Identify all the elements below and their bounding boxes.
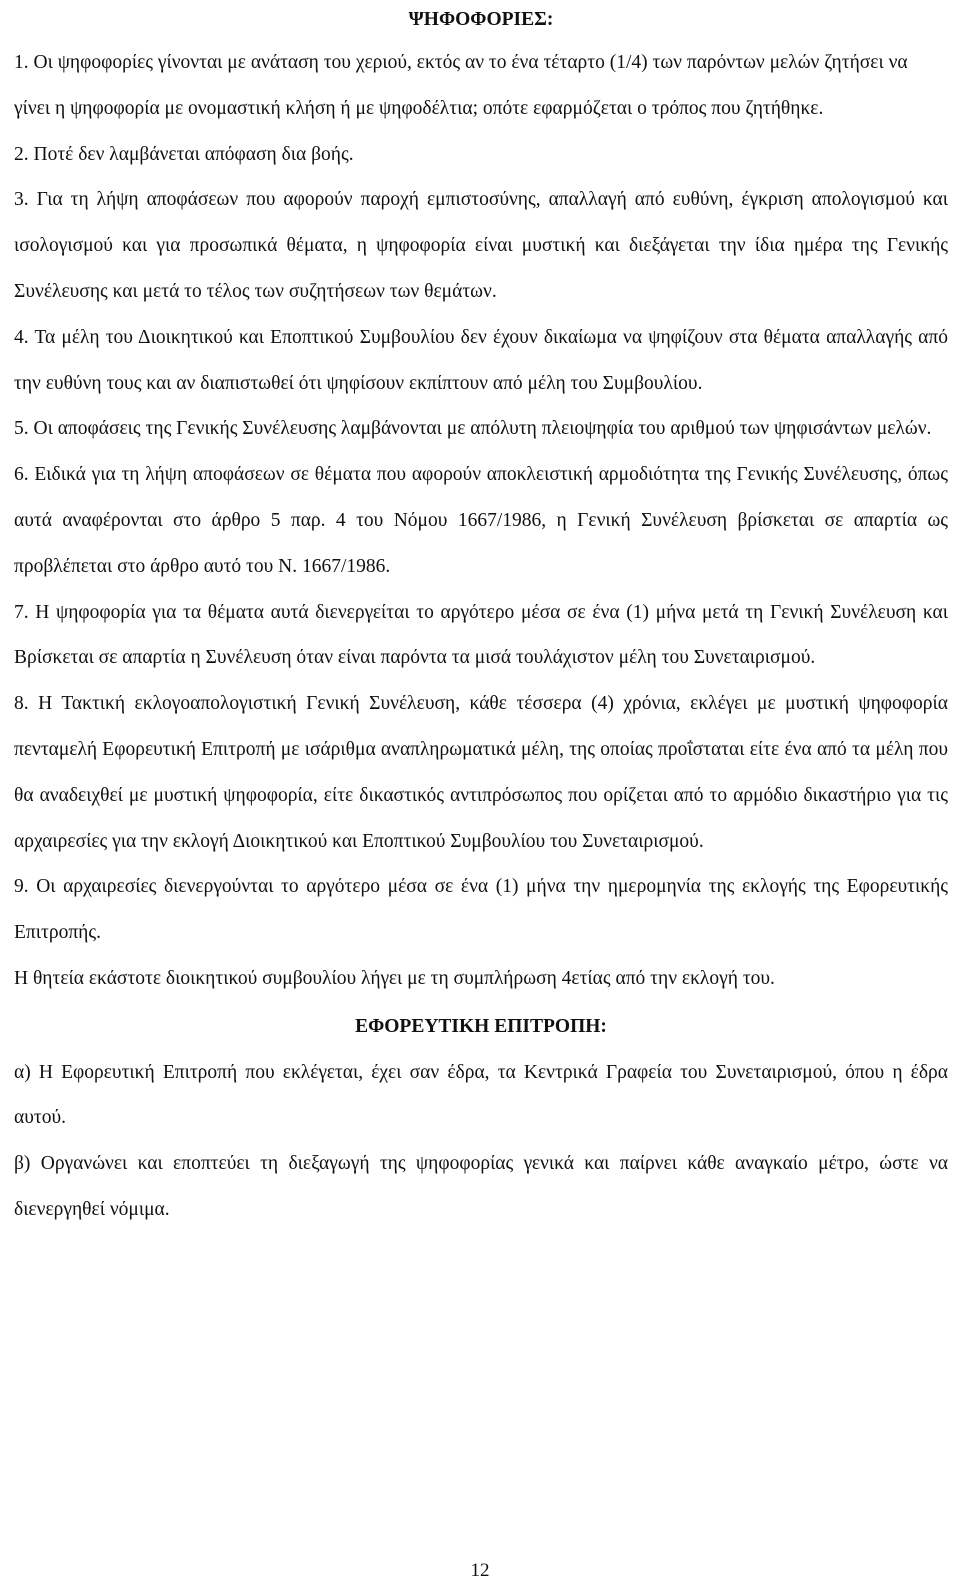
paragraph-note-term: Η θητεία εκάστοτε διοικητικού συμβουλίου λήγει με τη συμπλήρωση 4ετίας από την εκλογή του. bbox=[14, 967, 775, 989]
section-heading-electoral-committee: ΕΦΟΡΕΥΤΙΚΗ ΕΠΙΤΡΟΠΗ: bbox=[355, 1015, 607, 1037]
paragraph-item-8: 8. Η Τακτική εκλογοαπολογιστική Γενική Συνέλευση, κάθε τέσσερα (4) χρόνια, εκλέγει με μυστική ψηφοφορία πενταμελή Εφορευτική Επιτροπή με ισάριθμα αναπληρωματικά μέλη, της οποίας προΐσταται είτε ένα από τα μέλη που θα αναδειχθεί με μυστική ψηφοφορία, είτε δικαστικός αντιπρόσωπος που ορίζεται από το αρμόδιο δικαστήριο για τις αρχαιρεσίες για την εκλογή Διοικητικού και Εποπτικού Συμβουλίου του Συνεταιρισμού. bbox=[14, 693, 948, 852]
paragraph-item-2: 2. Ποτέ δεν λαμβάνεται απόφαση δια βοής. bbox=[14, 143, 354, 165]
page-number: 12 bbox=[470, 1560, 490, 1581]
paragraph-item-1: 1. Οι ψηφοφορίες γίνονται με ανάταση του χεριού, εκτός αν το ένα τέταρτο (1/4) των παρόντων μελών ζητήσει να γίνει η ψηφοφορία με ονομαστική κλήση ή με ψηφοδέλτια; οπότε εφαρμόζεται ο τρόπος που ζητήθηκε. bbox=[14, 52, 908, 119]
paragraph-item-b: β) Οργανώνει και εποπτεύει τη διεξαγωγή της ψηφοφορίας γενικά και παίρνει κάθε αναγκαίο μέτρο, ώστε να διενεργηθεί νόμιμα. bbox=[14, 1153, 948, 1220]
paragraph-item-9: 9. Οι αρχαιρεσίες διενεργούνται το αργότερο μέσα σε ένα (1) μήνα την ημερομηνία της εκλογής της Εφορευτικής Επιτροπής. bbox=[14, 876, 948, 944]
paragraph-item-3: 3. Για τη λήψη αποφάσεων που αφορούν παροχή εμπιστοσύνης, απαλλαγή από ευθύνη, έγκριση απολογισμού και ισολογισμού και για προσωπικά θέματα, η ψηφοφορία είναι μυστική και διεξάγεται την ίδια ημέρα της Γενικής Συνέλευσης και μετά το τέλος των συζητήσεων των θεμάτων. bbox=[14, 189, 948, 302]
paragraph-item-4: 4. Τα μέλη του Διοικητικού και Εποπτικού Συμβουλίου δεν έχουν δικαίωμα να ψηφίζουν στα θέματα απαλλαγής από την ευθύνη τους και αν διαπιστωθεί ότι ψηφίσουν εκπίπτουν από μέλη του Συμβουλίου. bbox=[14, 326, 948, 394]
section-heading-voting: ΨΗΦΟΦΟΡΙΕΣ: bbox=[408, 9, 554, 30]
paragraph-item-6: 6. Ειδικά για τη λήψη αποφάσεων σε θέματα που αφορούν αποκλειστική αρμοδιότητα της Γενικής Συνέλευσης, όπως αυτά αναφέρονται στο άρθρο 5 παρ. 4 του Νόμου 1667/1986, η Γενική Συνέλευση βρίσκεται σε απαρτία ως προβλέπεται στο άρθρο αυτό του Ν. 1667/1986. bbox=[14, 464, 948, 577]
paragraph-item-a: α) Η Εφορευτική Επιτροπή που εκλέγεται, έχει σαν έδρα, τα Κεντρικά Γραφεία του Συνεταιρισμού, όπου η έδρα αυτού. bbox=[14, 1061, 948, 1129]
paragraph-item-7: 7. Η ψηφοφορία για τα θέματα αυτά διενεργείται το αργότερο μέσα σε ένα (1) μήνα μετά τη Γενική Συνέλευση και Βρίσκεται σε απαρτία η Συνέλευση όταν είναι παρόντα τα μισά τουλάχιστον μέλη του Συνεταιρισμού. bbox=[14, 601, 948, 669]
paragraph-item-5: 5. Οι αποφάσεις της Γενικής Συνέλευσης λαμβάνονται με απόλυτη πλειοψηφία του αριθμού των ψηφισάντων μελών. bbox=[14, 418, 932, 440]
